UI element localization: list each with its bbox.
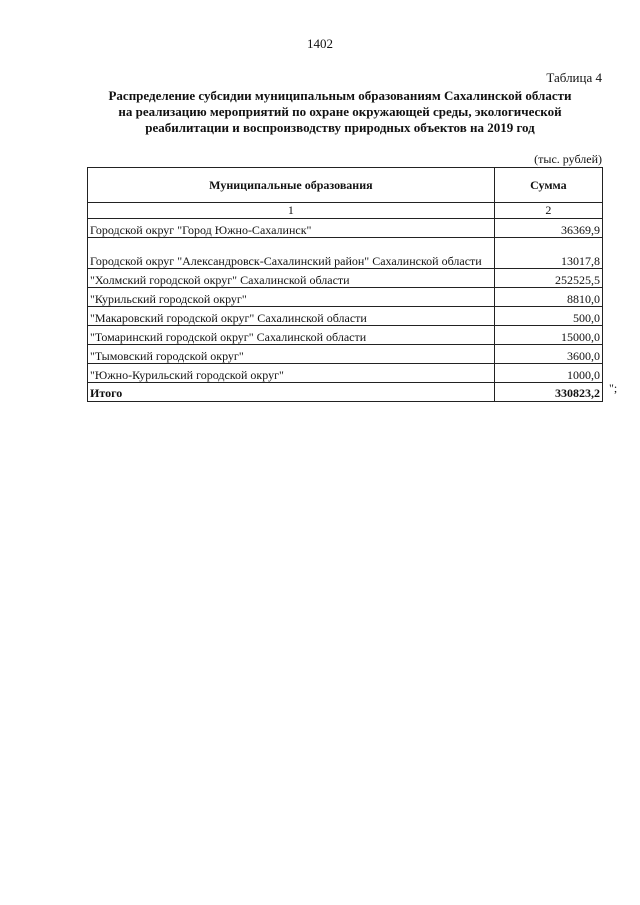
row-name: "Томаринский городской округ" Сахалинской области (88, 326, 495, 345)
table-row (88, 326, 603, 345)
row-sum: 8810,0 (494, 288, 602, 307)
title-line-1: Распределение субсидии муниципальным образованиям Сахалинской области (108, 88, 572, 103)
row-name: "Южно-Курильский городской округ" (88, 364, 495, 383)
table-label: Таблица 4 (546, 70, 602, 85)
column-header-sum: Сумма (494, 168, 602, 203)
column-header-municipality: Муниципальные образования (88, 168, 495, 203)
row-sum: 1000,0 (494, 364, 602, 383)
column-number-1: 1 (88, 203, 495, 219)
table-row (88, 307, 603, 326)
row-sum: 500,0 (494, 307, 602, 326)
table-row (88, 364, 603, 383)
total-row (88, 383, 603, 402)
row-sum: 15000,0 (494, 326, 602, 345)
document-title (80, 88, 600, 136)
row-sum: 36369,9 (494, 219, 602, 238)
unit-label: (тыс. рублей) (534, 152, 602, 166)
row-sum: 13017,8 (494, 238, 602, 269)
row-name: "Холмский городской округ" Сахалинской области (88, 269, 495, 288)
row-name: "Тымовский городской округ" (88, 345, 495, 364)
row-sum: 252525,5 (494, 269, 602, 288)
table-row (88, 269, 603, 288)
closing-quote-mark: "; (609, 381, 618, 395)
row-name: "Курильский городской округ" (88, 288, 495, 307)
row-name: Городской округ "Александровск-Сахалинский район" Сахалинской области (88, 238, 495, 269)
title-line-3: реабилитации и воспроизводству природных объектов на 2019 год (145, 120, 535, 135)
table-row (88, 345, 603, 364)
total-sum: 330823,2 (494, 383, 602, 402)
table-row (88, 219, 603, 238)
table-row (88, 238, 603, 269)
page-number: 1402 (307, 36, 333, 51)
column-number-2: 2 (494, 203, 602, 219)
table-row (88, 288, 603, 307)
total-label: Итого (88, 383, 495, 402)
row-name: Городской округ "Город Южно-Сахалинск" (88, 219, 495, 238)
row-sum: 3600,0 (494, 345, 602, 364)
row-name: "Макаровский городской округ" Сахалинской области (88, 307, 495, 326)
table-header-row (88, 168, 603, 203)
subsidy-table (87, 167, 603, 402)
title-line-2: на реализацию мероприятий по охране окружающей среды, экологической (118, 104, 562, 119)
column-number-row (88, 203, 603, 219)
